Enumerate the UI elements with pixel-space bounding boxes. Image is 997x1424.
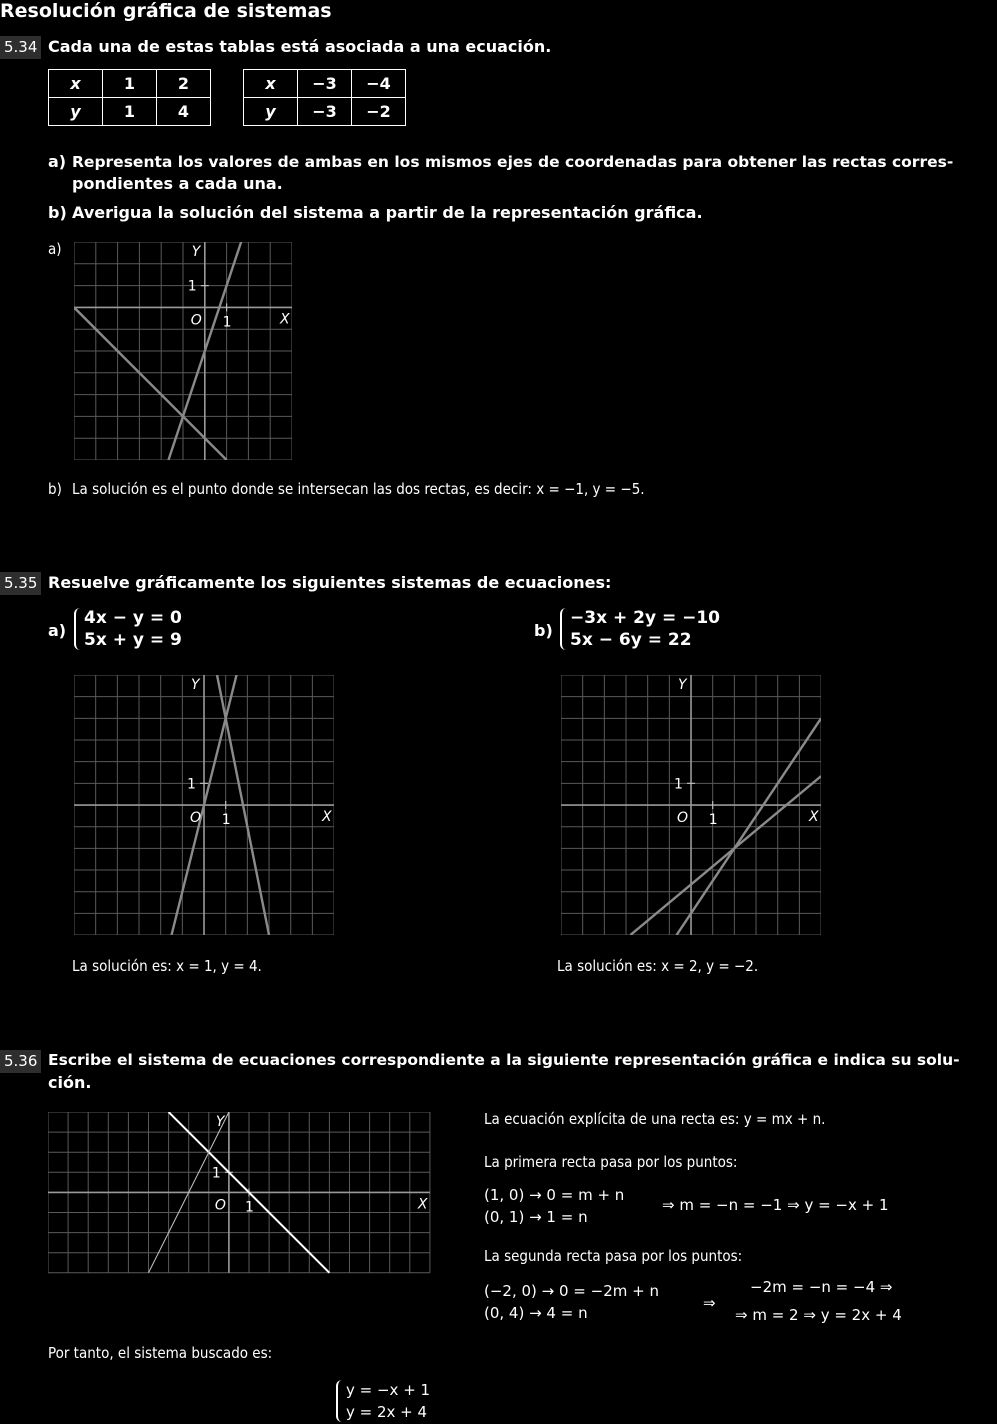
- origin-label: O: [190, 312, 202, 329]
- graph-535a: [74, 675, 334, 935]
- system-b-eq1: −3x + 2y = −10: [570, 608, 721, 628]
- second-line-result2: ⇒ m = 2 ⇒ y = 2x + 4: [735, 1306, 902, 1324]
- explicit-equation-text: La ecuación explícita de una recta es: y = mx + n.: [484, 1110, 826, 1128]
- series-line-2: [630, 776, 821, 935]
- origin-label: O: [190, 810, 202, 827]
- part-a-text-line2: pondientes a cada una.: [72, 174, 283, 193]
- first-line-result: ⇒ m = −n = −1 ⇒ y = −x + 1: [662, 1196, 889, 1214]
- part-a-label: a): [48, 152, 67, 171]
- graph-535b: [561, 675, 821, 935]
- answer-b-label: b): [48, 480, 62, 498]
- x-tick-label: 1: [222, 314, 232, 331]
- table-cell: −3: [298, 98, 352, 126]
- problem-535-statement: Resuelve gráficamente los siguientes sistemas de ecuaciones:: [48, 573, 612, 592]
- final-system-eq2: y = 2x + 4: [346, 1403, 428, 1421]
- x-tick-label: 1: [221, 812, 231, 829]
- system-b-label: b): [534, 621, 553, 640]
- problem-534-statement: Cada una de estas tablas está asociada a una ecuación.: [48, 37, 552, 56]
- second-line-point1: (−2, 0) → 0 = −2m + n: [484, 1282, 659, 1300]
- second-line-arrow: ⇒: [703, 1294, 716, 1312]
- table-cell: 4: [157, 98, 211, 126]
- second-line-point2: (0, 4) → 4 = n: [484, 1304, 588, 1322]
- solution-a: La solución es: x = 1, y = 4.: [72, 957, 262, 975]
- problem-number-536: 5.36: [0, 1050, 41, 1073]
- origin-label: O: [214, 1197, 226, 1214]
- x-tick-label: 1: [245, 1199, 254, 1216]
- table-cell: 1: [103, 70, 157, 98]
- y-tick-label: 1: [187, 278, 197, 295]
- table2-y-header: y: [244, 98, 298, 126]
- table-cell: −2: [352, 98, 406, 126]
- answer-b-text: La solución es el punto donde se intersecan las dos rectas, es decir: x = −1, y = −5.: [72, 480, 645, 498]
- y-tick-label: 1: [674, 776, 683, 793]
- x-axis-label: X: [280, 311, 290, 328]
- second-line-intro: La segunda recta pasa por los puntos:: [484, 1247, 743, 1265]
- conclusion-text: Por tanto, el sistema buscado es:: [48, 1344, 273, 1362]
- first-line-intro: La primera recta pasa por los puntos:: [484, 1153, 738, 1171]
- part-b-label: b): [48, 203, 67, 222]
- table-cell: −3: [298, 70, 352, 98]
- final-system-eq1: y = −x + 1: [346, 1381, 431, 1399]
- system-a-brace: [74, 608, 82, 650]
- problem-number-535: 5.35: [0, 572, 41, 595]
- page-title: Resolución gráfica de sistemas: [0, 0, 332, 22]
- part-a-text-line1: Representa los valores de ambas en los mismos ejes de coordenadas para obtener las rectas corres-: [72, 153, 954, 171]
- problem-536-statement-line1: Escribe el sistema de ecuaciones correspondiente a la siguiente representación gráfica e indica su solu-: [48, 1051, 960, 1069]
- table-cell: 2: [157, 70, 211, 98]
- system-a-eq1: 4x − y = 0: [84, 608, 182, 628]
- problem-536-statement-line2: ción.: [48, 1073, 92, 1092]
- solution-b: La solución es: x = 2, y = −2.: [557, 957, 759, 975]
- table-cell: 1: [103, 98, 157, 126]
- x-axis-label: X: [809, 809, 819, 826]
- origin-label: O: [677, 810, 689, 827]
- y-axis-label: Y: [191, 244, 201, 260]
- x-axis-label: X: [322, 809, 332, 826]
- x-tick-label: 1: [708, 812, 718, 829]
- final-system-brace: [336, 1380, 344, 1422]
- y-axis-label: Y: [191, 677, 200, 693]
- problem-number-534: 5.34: [0, 36, 41, 59]
- y-tick-label: 1: [187, 776, 196, 793]
- system-a-eq2: 5x + y = 9: [84, 630, 182, 650]
- graph-536: [48, 1112, 450, 1294]
- first-line-point1: (1, 0) → 0 = m + n: [484, 1186, 625, 1204]
- y-axis-label: Y: [678, 677, 687, 693]
- table1-x-header: x: [49, 70, 103, 98]
- answer-a-label: a): [48, 240, 62, 258]
- part-b-text: Averigua la solución del sistema a partir de la representación gráfica.: [72, 203, 703, 222]
- table1-y-header: y: [49, 98, 103, 126]
- x-axis-label: X: [417, 1196, 428, 1213]
- system-a-label: a): [48, 621, 67, 640]
- second-line-result1: −2m = −n = −4 ⇒: [750, 1278, 893, 1296]
- value-table-1: [48, 69, 211, 126]
- first-line-point2: (0, 1) → 1 = n: [484, 1208, 588, 1226]
- y-axis-label: Y: [215, 1114, 225, 1130]
- y-tick-label: 1: [211, 1165, 221, 1182]
- table-cell: −4: [352, 70, 406, 98]
- system-b-eq2: 5x − 6y = 22: [570, 630, 692, 650]
- series-line-2: [74, 307, 227, 460]
- value-table-2: [243, 69, 406, 126]
- system-b-brace: [560, 608, 568, 650]
- graph-534: [74, 242, 292, 460]
- table2-x-header: x: [244, 70, 298, 98]
